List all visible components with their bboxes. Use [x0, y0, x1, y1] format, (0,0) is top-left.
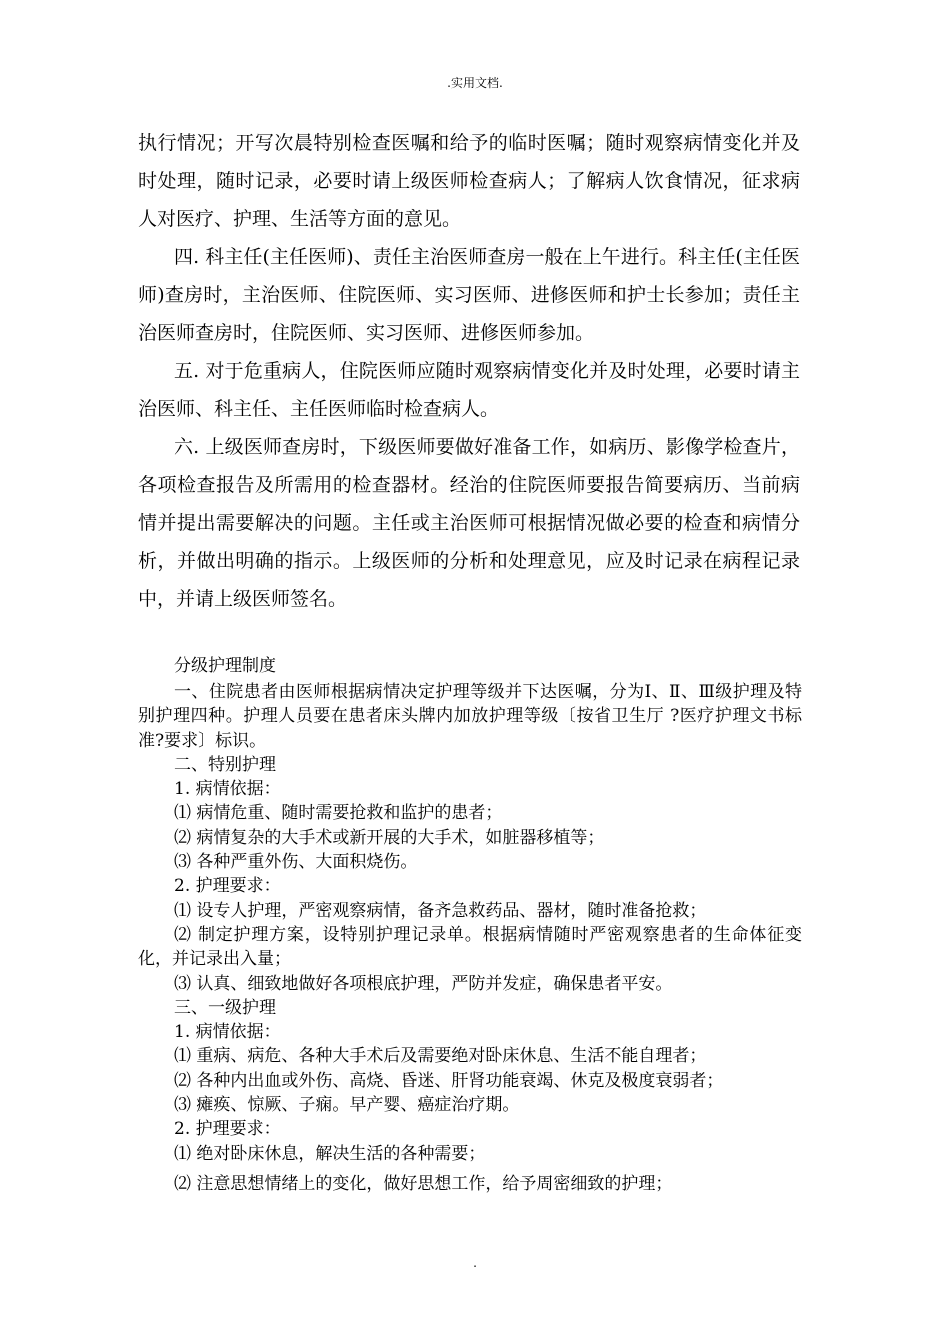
paragraph-five: 五. 对于危重病人，住院医师应随时观察病情变化并及时处理，必要时请主治医师、科主任、主任医师临时检查病人。 — [138, 360, 800, 420]
level-one-basis-heading: 1. 病情依据： — [174, 1022, 281, 1043]
special-requirement-item: ⑶ 认真、细致地做好各项根底护理，严防并发症，确保患者平安。 — [174, 973, 673, 994]
special-basis-item: ⑶ 各种严重外伤、大面积烧伤。 — [174, 852, 418, 873]
special-requirement-item: ⑵ 制定护理方案，设特别护理记录单。根据病情随时严密观察患者的生命体征变化，并记录出入量； — [138, 924, 802, 970]
level-one-requirements-heading: 2. 护理要求： — [174, 1119, 281, 1140]
intro-paragraph: 一、住院患者由医师根据病情决定护理等级并下达医嘱，分为Ⅰ、Ⅱ、Ⅲ级护理及特别护理四种。护理人员要在患者床头牌内加放护理等级〔按省卫生厅 ?医疗护理文书标准?要求〕标识。 — [138, 682, 802, 751]
page-header: .实用文档. — [447, 76, 503, 90]
special-nursing-heading: 二、特别护理 — [174, 754, 276, 775]
special-basis-item: ⑵ 病情复杂的大手术或新开展的大手术，如脏器移植等； — [174, 827, 605, 848]
special-requirements-heading: 2. 护理要求： — [174, 876, 281, 897]
paragraph-six: 六. 上级医师查房时，下级医师要做好准备工作，如病历、影像学检查片，各项检查报告及所需用的检查器材。经治的住院医师要报告简要病历、当前病情并提出需要解决的问题。主任或主治医师可根据情况做必要的检查和病情分析，并做出明确的指示。上级医师的分析和处理意见，应及时记录在病程记录中，并请上级医师签名。 — [138, 436, 800, 610]
level-one-requirement-item: ⑴ 绝对卧床休息，解决生活的各种需要； — [174, 1143, 486, 1164]
level-one-basis-item: ⑶ 瘫痪、惊厥、子痫。早产婴、癌症治疗期。 — [174, 1095, 520, 1116]
special-basis-item: ⑴ 病情危重、随时需要抢救和监护的患者； — [174, 803, 503, 824]
paragraph-continued: 执行情况；开写次晨特别检查医嘱和给予的临时医嘱；随时观察病情变化并及时处理，随时记录，必要时请上级医师检查病人；了解病人饮食情况，征求病人对医疗、护理、生活等方面的意见。 — [138, 132, 800, 230]
nursing-level-section — [138, 680, 802, 1196]
section-title: 分级护理制度 — [174, 656, 276, 676]
level-one-basis-item: ⑵ 各种内出血或外伤、高烧、昏迷、肝肾功能衰竭、休克及极度衰弱者； — [174, 1070, 724, 1091]
level-one-requirement-item: ⑵ 注意思想情绪上的变化，做好思想工作，给予周密细致的护理； — [174, 1173, 673, 1194]
level-one-basis-item: ⑴ 重病、病危、各种大手术后及需要绝对卧床休息、生活不能自理者； — [174, 1046, 707, 1067]
paragraph-four: 四. 科主任(主任医师)、责任主治医师查房一般在上午进行。科主任(主任医师)查房时，主治医师、住院医师、实习医师、进修医师和护士长参加；责任主治医师查房时，住院医师、实习医师、进修医师参加。 — [138, 246, 800, 344]
special-requirement-item: ⑴ 设专人护理，严密观察病情，备齐急救药品、器材，随时准备抢救； — [174, 900, 707, 921]
level-one-heading: 三、一级护理 — [174, 997, 276, 1018]
special-basis-heading: 1. 病情依据： — [174, 779, 281, 800]
ward-rounds-section — [138, 124, 800, 618]
page-footer: . — [473, 1256, 477, 1270]
